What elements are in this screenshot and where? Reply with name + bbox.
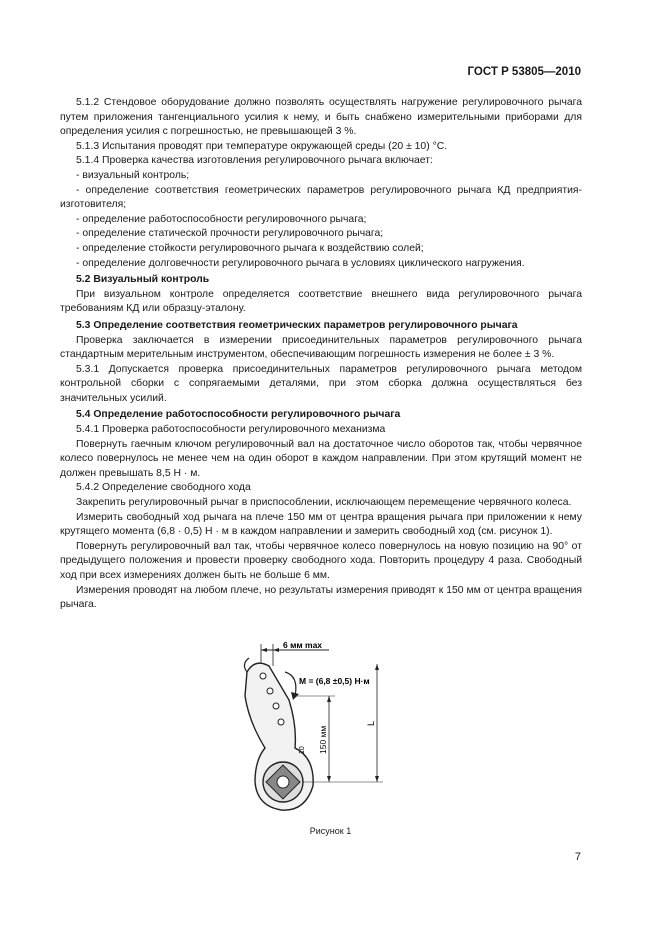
arm-length-label: 150 мм	[318, 725, 328, 754]
paragraph: Проверка заключается в измерении присоединительных параметров регулировочного рычага стандартным мерительным инструментом, обеспечивающим погрешность измерения не более ± 3 %.	[60, 334, 582, 361]
length-l-label: L	[366, 720, 376, 726]
paragraph: 5.1.3 Испытания проводят при температуре окружающей среды (20 ± 10) °С.	[76, 140, 448, 152]
paragraph: 5.1.2 Стендовое оборудование должно позволять осуществлять нагружение регулировочного рычага путем приложения тангенциального усилия к нему, и быть снабжено измерительными приборами для определения усилия с погрешностью, не превышающей 3 %.	[60, 97, 582, 138]
paragraph: 5.1.4 Проверка качества изготовления регулировочного рычага включает:	[76, 155, 433, 167]
moment-label: M = (6,8 ±0,5) Н·м	[299, 676, 370, 686]
dim-free-play-label: 6 мм max	[283, 640, 323, 650]
list-item: - определение стойкости регулировочного рычага к воздействию солей;	[76, 242, 424, 254]
paragraph: 5.4.2 Определение свободного хода	[76, 482, 251, 494]
paragraph: При визуальном контроле определяется соответствие внешнего вида регулировочного рычага требованиям КД или образцу-эталону.	[60, 288, 582, 315]
lever-drawing	[225, 636, 405, 816]
list-item: - определение долговечности регулировочного рычага в условиях циклического нагружения.	[76, 257, 525, 269]
paragraph: 5.4.1 Проверка работоспособности регулировочного механизма	[76, 424, 386, 436]
section-heading: 5.3 Определение соответствия геометрических параметров регулировочного рычага	[76, 319, 518, 331]
list-item: - определение статической прочности регулировочного рычага;	[76, 228, 384, 240]
paragraph: Закрепить регулировочный рычаг в приспособлении, исключающем перемещение червячного колеса.	[76, 497, 572, 509]
paragraph: Повернуть гаечным ключом регулировочный вал на достаточное число оборотов так, чтобы червячное колесо повернулось не менее чем на один оборот в каждом направлении. При этом крутящий момент не должен превышать 8,5 Н · м.	[60, 438, 582, 479]
paragraph: Повернуть регулировочный вал так, чтобы червячное колесо повернулось на новую позицию на 90° от предыдущего положения и провести проверку свободного хода. Повторить процедуру 4 раза. Свободный ход при всех измерениях должен быть не больше 6 мм.	[60, 540, 582, 581]
body-text	[60, 96, 582, 613]
document-code: ГОСТ Р 53805—2010	[467, 66, 581, 78]
figure-caption: Рисунок 1	[309, 826, 352, 836]
section-heading: 5.2 Визуальный контроль	[76, 274, 210, 286]
list-item: - определение соответствия геометрических параметров регулировочного рычага КД предприятия-изготовителя;	[60, 184, 582, 211]
list-item: - визуальный контроль;	[76, 169, 190, 181]
paragraph: Измерить свободный ход рычага на плече 150 мм от центра вращения рычага при приложении к нему крутящего момента (6,8 · 0,5) Н · м в каждом направлении и замерить свободный ход (см. рисунок 1).	[60, 511, 582, 538]
small-dim-label: 10	[299, 746, 306, 754]
page-number: 7	[574, 851, 581, 863]
figure-lever-diagram	[225, 636, 405, 816]
section-heading: 5.4 Определение работоспособности регулировочного рычага	[76, 409, 401, 421]
paragraph: Измерения проводят на любом плече, но результаты измерения приводят к 150 мм от центра вращения рычага.	[60, 584, 582, 611]
list-item: - определение работоспособности регулировочного рычага;	[76, 213, 367, 225]
paragraph: 5.3.1 Допускается проверка присоединительных параметров регулировочного рычага методом контрольной сборки с сопрягаемыми деталями, при этом сборка должна осуществляться без значительных усилий.	[60, 363, 582, 404]
